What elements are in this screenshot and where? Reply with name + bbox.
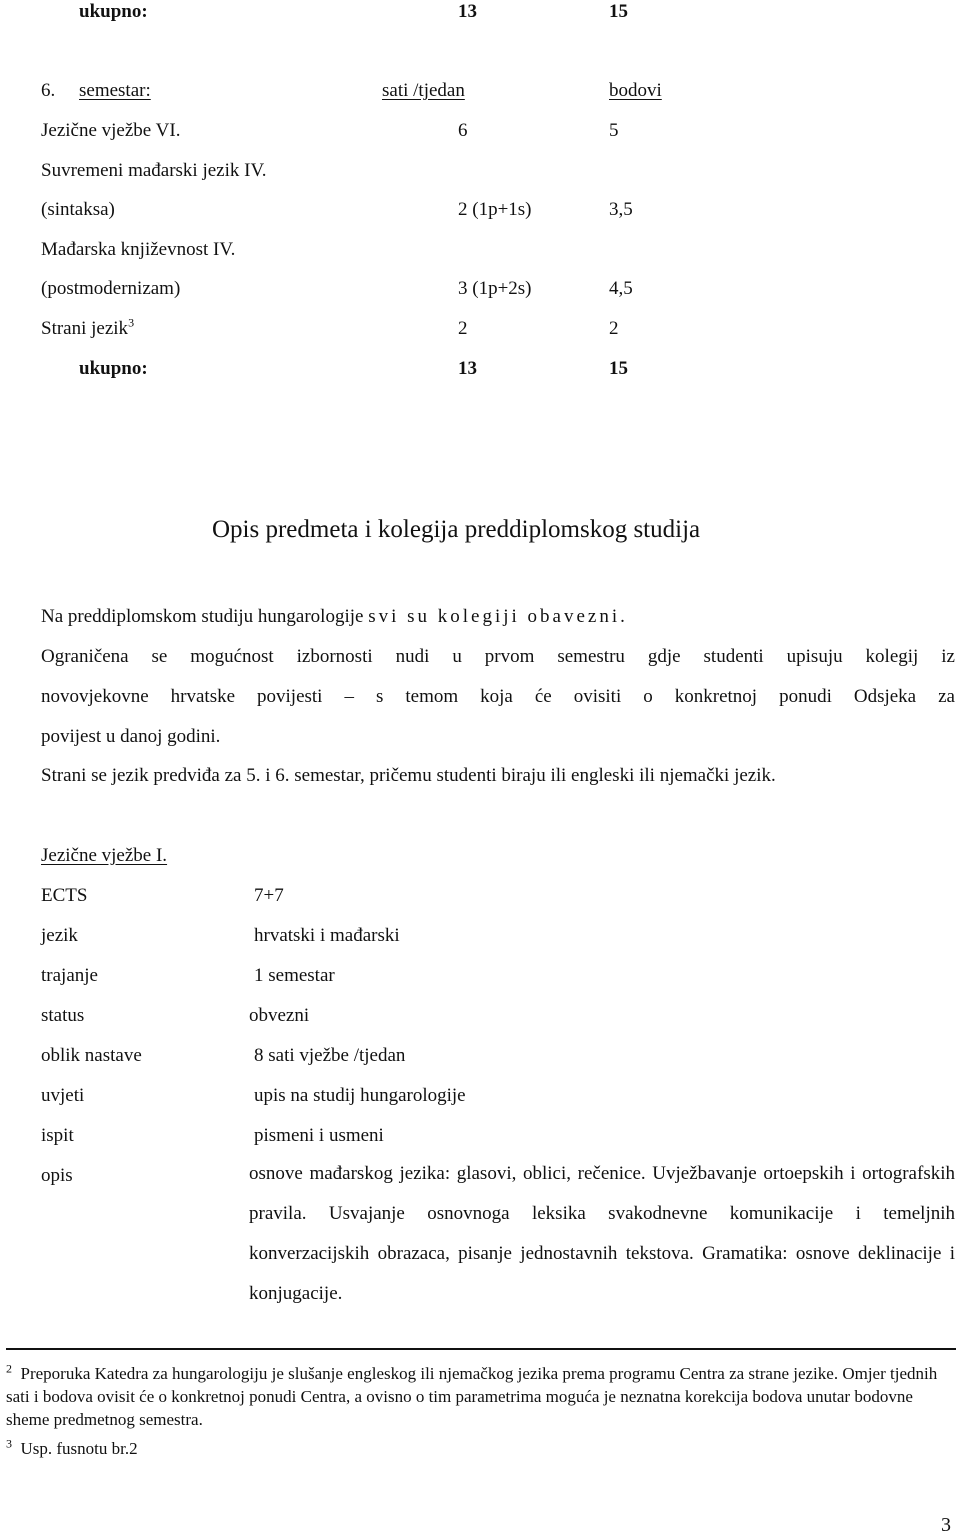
ects-value: 7+7 <box>254 885 284 906</box>
uvjeti-value: upis na studij hungarologije <box>254 1085 466 1106</box>
course-title: Jezične vježbe I. <box>41 845 168 866</box>
oblik-nastave-value: 8 sati vježbe /tjedan <box>254 1045 406 1066</box>
intro-line <box>41 607 628 626</box>
footnote-3-number: 3 <box>6 1436 12 1451</box>
course-row-name: Jezične vježbe VI. <box>41 120 181 141</box>
section-title: Opis predmeta i kolegija preddiplomskog studija <box>212 516 701 543</box>
semester6-total-bodovi: 15 <box>609 358 628 379</box>
course-row-name: Mađarska književnost IV. <box>41 239 236 260</box>
course-row-name-strani-jezik <box>41 315 135 339</box>
ects-label: ECTS <box>41 885 88 906</box>
oblik-nastave-label: oblik nastave <box>41 1045 142 1066</box>
course-row-name: Suvremeni mađarski jezik IV. <box>41 160 267 181</box>
trajanje-value: 1 semestar <box>254 965 335 986</box>
footnote-ref-3: 3 <box>128 315 135 330</box>
intro-emphasis: svi su kolegiji obavezni. <box>368 606 628 627</box>
opis-label: opis <box>41 1165 73 1186</box>
course-row-name: (sintaksa) <box>41 199 115 220</box>
ispit-value: pismeni i usmeni <box>254 1125 384 1146</box>
ispit-label: ispit <box>41 1125 74 1146</box>
course-row-bodovi: 4,5 <box>609 278 633 299</box>
column-sati-header: sati /tjedan <box>382 80 465 101</box>
semester5-total-sati: 13 <box>458 1 477 22</box>
course-row-bodovi: 5 <box>609 120 619 141</box>
jezik-label: jezik <box>41 925 78 946</box>
semester6-total-label: ukupno: <box>79 358 148 379</box>
page-number: 3 <box>941 1514 951 1536</box>
footnote-3-text: Usp. fusnotu br.2 <box>20 1439 138 1458</box>
status-label: status <box>41 1005 85 1026</box>
course-row-name: (postmodernizam) <box>41 278 181 299</box>
semester6-label: semestar: <box>79 80 151 101</box>
course-row-sati: 3 (1p+2s) <box>458 278 532 299</box>
paragraph-foreign-language: Strani se jezik predviđa za 5. i 6. semestar, pričemu studenti biraju ili engleski ili njemački jezik. <box>41 765 776 786</box>
opis-value: osnove mađarskog jezika: glasovi, oblici, rečenice. Uvježbavanje ortoepskih i ortografskih pravila. Usvajanje osnovnoga leksika svakodnevne komunikacije i temeljnih konverzacijskih obrazaca, pisanje jednostavnih tekstova. Gramatika: osnove deklinacije i konjugacije. <box>249 1163 955 1304</box>
course-row-bodovi: 2 <box>609 318 619 339</box>
course-row-bodovi: 3,5 <box>609 199 633 220</box>
trajanje-label: trajanje <box>41 965 98 986</box>
jezik-value: hrvatski i mađarski <box>254 925 400 946</box>
semester6-number: 6. <box>41 80 56 101</box>
course-row-sati: 6 <box>458 120 468 141</box>
status-value: obvezni <box>249 1005 310 1026</box>
course-row-sati: 2 <box>458 318 468 339</box>
footnote-2 <box>6 1362 946 1431</box>
semester5-total-label: ukupno: <box>79 1 148 22</box>
course-row-sati: 2 (1p+1s) <box>458 199 532 220</box>
footnote-divider <box>6 1348 956 1350</box>
paragraph-line: Ograničena se mogućnost izbornosti nudi u prvom semestru gdje studenti upisuju kolegij iz <box>41 646 955 667</box>
footnote-2-text: Preporuka Katedra za hungarologiju je slušanje engleskog ili njemačkog jezika prema programu Centra za strane jezike. Omjer tjednih sati i bodova ovisit će o konkretnoj ponudi Centra, a ovisno o tim parametrima moguća je neznatna korekcija bodova unutar bodovne sheme predmetnog semestra. <box>6 1364 938 1429</box>
column-bodovi-header: bodovi <box>609 80 662 101</box>
footnote-3 <box>6 1437 946 1460</box>
semester5-total-bodovi: 15 <box>609 1 628 22</box>
semester6-total-sati: 13 <box>458 358 477 379</box>
intro-prefix: Na preddiplomskom studiju hungarologije <box>41 606 364 627</box>
course-row-name: Strani jezik <box>41 318 129 339</box>
paragraph-line-last: povijest u danoj godini. <box>41 726 221 747</box>
paragraph-line: novovjekovne hrvatske povijesti – s temom koja će ovisiti o konkretnoj ponudi Odsjeka za <box>41 686 955 707</box>
footnote-2-number: 2 <box>6 1361 12 1376</box>
uvjeti-label: uvjeti <box>41 1085 85 1106</box>
